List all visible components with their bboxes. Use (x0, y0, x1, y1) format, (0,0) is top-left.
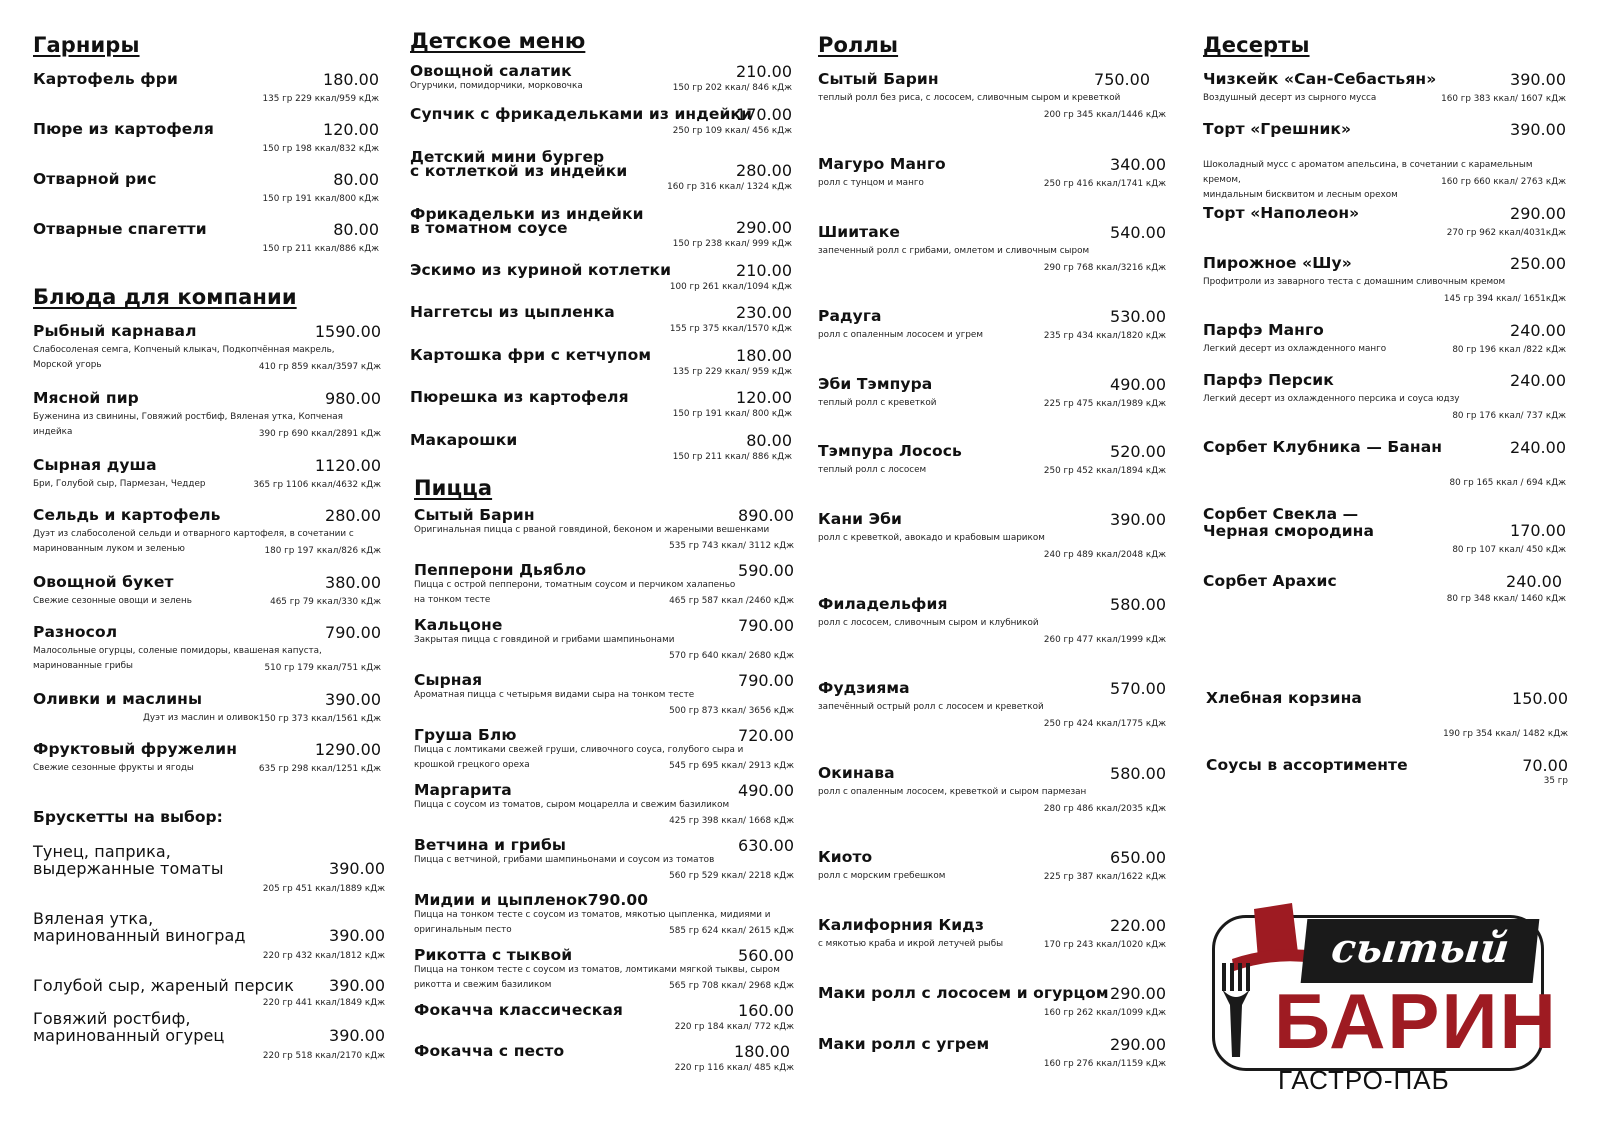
item-meta: 170 гр 243 ккал/1020 кДж (1043, 940, 1166, 950)
item-meta: 150 гр 202 ккал/ 846 кДж (672, 83, 792, 93)
item-price: 580.00 (1110, 595, 1166, 614)
item-name: Пепперони Дьябло (414, 561, 587, 579)
item-meta: 80 гр 196 ккал /822 кДж (1452, 345, 1566, 355)
item-meta: 160 гр 383 ккал/ 1607 кДж (1441, 94, 1566, 104)
item-price: 390.00 (329, 859, 385, 878)
item-meta: 150 гр 238 ккал/ 999 кДж (672, 239, 792, 249)
item-name: Сорбет Арахис (1203, 572, 1337, 590)
item-meta: 635 гр 298 ккал/1251 кДж (258, 764, 381, 774)
item-price: 280.00 (736, 161, 792, 180)
item-price: 390.00 (329, 976, 385, 995)
item-name: Маки ролл с лососем и огурцом (818, 984, 1109, 1002)
item-meta: 200 гр 345 ккал/1446 кДж (1043, 110, 1166, 120)
item-price: 280.00 (325, 506, 381, 525)
item-meta: 160 гр 262 ккал/1099 кДж (1043, 1008, 1166, 1018)
item-name: Маргарита (414, 781, 512, 799)
item-name: Картошка фри с кетчупом (410, 346, 652, 364)
item-meta: 150 гр 211 ккал/ 886 кДж (672, 452, 792, 462)
item-price: 120.00 (323, 120, 379, 139)
item-meta: 145 гр 394 ккал/ 1651кДж (1443, 294, 1566, 304)
item-price: 180.00 (734, 1042, 790, 1061)
item-desc: теплый ролл без риса, с лососем, сливочным сыром и креветкой (818, 93, 1121, 103)
item-price: 590.00 (738, 561, 794, 580)
item-price: 790.00 (325, 623, 381, 642)
item-name: Сорбет Свекла — Черная смородина (1203, 505, 1375, 540)
item-price: 150.00 (1512, 689, 1568, 708)
item-name: Оливки и маслины (33, 690, 203, 708)
item-name: Филадельфия (818, 595, 948, 613)
item-desc: ролл с тунцом и манго (818, 178, 924, 188)
item-meta: 80 гр 107 ккал/ 450 кДж (1452, 545, 1566, 555)
item-name: Сельдь и картофель (33, 506, 221, 524)
item-meta: 510 гр 179 ккал/751 кДж (264, 663, 381, 673)
item-desc: запеченный ролл с грибами, омлетом и сливочным сыром (818, 246, 1090, 256)
item-name: Сытый Барин (818, 70, 939, 88)
item-price: 390.00 (325, 690, 381, 709)
item-meta: 100 гр 261 ккал/1094 кДж (669, 282, 792, 292)
item-price: 380.00 (325, 573, 381, 592)
item-price: 390.00 (1110, 510, 1166, 529)
item-desc: Шоколадный мусс с ароматом апельсина, в сочетании с карамельным кремом, миндальным бисквитом и лесным орехом (1203, 160, 1533, 200)
item-name: Торт «Наполеон» (1203, 204, 1360, 222)
item-meta: 425 гр 398 ккал/ 1668 кДж (669, 816, 794, 826)
section-title-kids: Детское меню (410, 29, 586, 53)
item-name: Тунец, паприка, выдержанные томаты (33, 842, 224, 878)
item-name: Шиитаке (818, 223, 901, 241)
item-meta: 585 гр 624 ккал/ 2615 кДж (669, 926, 794, 936)
item-meta: 225 гр 475 ккал/1989 кДж (1043, 399, 1166, 409)
item-desc: Малосольные огурцы, соленые помидоры, квашеная капуста, маринованные грибы (33, 646, 322, 671)
item-meta: 250 гр 109 ккал/ 456 кДж (672, 126, 792, 136)
item-name: Магуро Манго (818, 155, 946, 173)
item-name: Торт «Грешник» (1203, 120, 1352, 138)
item-meta: 80 гр 165 ккал / 694 кДж (1449, 478, 1566, 488)
item-price: 250.00 (1510, 254, 1566, 273)
item-meta: 280 гр 486 ккал/2035 кДж (1043, 804, 1166, 814)
bruschetta-heading: Брускетты на выбор: (33, 808, 223, 826)
item-price: 750.00 (1094, 70, 1150, 89)
item-name: Мидии и цыпленок790.00 (414, 891, 649, 909)
item-meta: 235 гр 434 ккал/1820 кДж (1043, 331, 1166, 341)
item-meta: 365 гр 1106 ккал/4632 кДж (253, 480, 381, 490)
item-meta: 80 гр 176 ккал/ 737 кДж (1452, 411, 1566, 421)
item-meta: 250 гр 452 ккал/1894 кДж (1043, 466, 1166, 476)
logo-subtitle: ГАСТРО-ПАБ (1278, 1065, 1450, 1095)
item-price: 520.00 (1110, 442, 1166, 461)
item-meta: 390 гр 690 ккал/2891 кДж (258, 429, 381, 439)
item-name: Рикотта с тыквой (414, 946, 573, 964)
item-desc: Оригинальная пицца с рваной говядиной, беконом и жареными вешенками (414, 525, 770, 535)
item-name: Эскимо из куриной котлетки (410, 261, 672, 279)
item-name: Тэмпура Лосось (818, 442, 962, 460)
item-meta: 150 гр 191 ккал/800 кДж (262, 194, 379, 204)
item-desc: Профитроли из заварного теста с домашним сливочным кремом (1203, 277, 1506, 287)
item-name: Кани Эби (818, 510, 902, 528)
item-desc: запечённый острый ролл с лососем и креветкой (818, 702, 1044, 712)
section-title-company: Блюда для компании (33, 285, 297, 309)
item-meta: 250 гр 424 ккал/1775 кДж (1043, 719, 1166, 729)
item-name: Говяжий ростбиф, маринованный огурец (33, 1009, 225, 1045)
item-name: Мясной пир (33, 389, 139, 407)
item-meta: 565 гр 708 ккал/ 2968 кДж (669, 981, 794, 991)
item-price: 720.00 (738, 726, 794, 745)
section-title-desserts: Десерты (1203, 33, 1310, 57)
item-name: Хлебная корзина (1206, 689, 1362, 707)
item-price: 120.00 (736, 388, 792, 407)
item-name: Фруктовый фружелин (33, 740, 238, 758)
item-price: 70.00 (1522, 756, 1568, 775)
item-name: Калифорния Кидз (818, 916, 984, 934)
item-desc: Пицца с острой пепперони, томатным соусом и перчиком халапеньо на тонком тесте (414, 580, 736, 605)
item-meta: 190 гр 354 ккал/ 1482 кДж (1443, 729, 1568, 739)
item-name: Сырная душа (33, 456, 157, 474)
item-price: 230.00 (736, 303, 792, 322)
item-desc: Ароматная пицца с четырьмя видами сыра на тонком тесте (414, 690, 695, 700)
item-price: 210.00 (736, 261, 792, 280)
item-price: 530.00 (1110, 307, 1166, 326)
item-name: Окинава (818, 764, 895, 782)
item-price: 240.00 (1506, 572, 1562, 591)
item-meta: 410 гр 859 ккал/3597 кДж (258, 362, 381, 372)
item-name: Голубой сыр, жареный персик (33, 976, 294, 995)
item-desc: Буженина из свинины, Говяжий ростбиф, Вяленая утка, Копченая индейка (33, 412, 343, 437)
item-meta: 270 гр 962 ккал/4031кДж (1446, 228, 1566, 238)
item-name: Соусы в ассортименте (1206, 756, 1408, 774)
item-desc: Легкий десерт из охлажденного персика и соуса юдзу (1203, 394, 1460, 404)
item-name: Отварные спагетти (33, 220, 207, 238)
item-meta: 160 гр 276 ккал/1159 кДж (1043, 1059, 1166, 1069)
item-name: Рыбный карнавал (33, 322, 197, 340)
item-meta: 545 гр 695 ккал/ 2913 кДж (669, 761, 794, 771)
logo-main-word: БАРИН (1274, 977, 1558, 1065)
item-price: 80.00 (746, 431, 792, 450)
logo-script-word: сытый (1301, 919, 1540, 983)
item-desc: ролл с морским гребешком (818, 871, 946, 881)
item-price: 890.00 (738, 506, 794, 525)
item-price: 170.00 (736, 105, 792, 124)
item-desc: с мякотью краба и икрой летучей рыбы (818, 939, 1004, 949)
item-meta: 160 гр 316 ккал/ 1324 кДж (667, 182, 792, 192)
item-meta: 150 гр 198 ккал/832 кДж (262, 144, 379, 154)
item-price: 80.00 (333, 220, 379, 239)
item-name: Сытый Барин (414, 506, 535, 524)
item-meta: 290 гр 768 ккал/3216 кДж (1043, 263, 1166, 273)
item-name: Маки ролл с угрем (818, 1035, 990, 1053)
item-meta: 135 гр 229 ккал/959 кДж (262, 94, 379, 104)
item-price: 390.00 (1510, 120, 1566, 139)
item-price: 490.00 (738, 781, 794, 800)
item-price: 220.00 (1110, 916, 1166, 935)
section-title-rolls: Роллы (818, 33, 899, 57)
item-desc: теплый ролл с креветкой (818, 398, 937, 408)
item-desc: Бри, Голубой сыр, Пармезан, Чеддер (33, 479, 206, 489)
item-desc: ролл с креветкой, авокадо и крабовым шариком (818, 533, 1045, 543)
item-meta: 180 гр 197 ккал/826 кДж (264, 546, 381, 556)
item-price: 240.00 (1510, 438, 1566, 457)
item-meta: 205 гр 451 ккал/1889 кДж (262, 884, 385, 894)
item-desc: Пицца на тонком тесте с соусом из томатов, ломтиками мягкой тыквы, сыром рикотта и свежим базиликом (414, 965, 780, 990)
item-desc: ролл с опаленным лососем, креветкой и сыром пармезан (818, 787, 1087, 797)
brand-logo (1212, 915, 1558, 1105)
item-name: Овощной салатик (410, 62, 572, 80)
item-name: Детский мини бургер с котлеткой из индейки (410, 148, 628, 180)
item-price: 1290.00 (314, 740, 381, 759)
item-desc: Пицца с ломтиками свежей груши, сливочного соуса, голубого сыра и крошкой грецкого ореха (414, 745, 744, 770)
item-meta: 80 гр 348 ккал/ 1460 кДж (1446, 594, 1566, 604)
item-meta: 465 гр 587 ккал /2460 кДж (669, 596, 794, 606)
item-desc: Дуэт из маслин и оливок (143, 713, 259, 723)
item-name: Разносол (33, 623, 118, 641)
item-name: Ветчина и грибы (414, 836, 567, 854)
item-name: Сырная (414, 671, 483, 689)
section-title-garnish: Гарниры (33, 33, 140, 57)
item-name: Фрикадельки из индейки в томатном соусе (410, 205, 644, 237)
item-meta: 240 гр 489 ккал/2048 кДж (1043, 550, 1166, 560)
item-meta: 500 гр 873 ккал/ 3656 кДж (669, 706, 794, 716)
item-price: 650.00 (1110, 848, 1166, 867)
item-price: 790.00 (738, 616, 794, 635)
item-meta: 560 гр 529 ккал/ 2218 кДж (669, 871, 794, 881)
item-name: Парфэ Манго (1203, 321, 1324, 339)
item-price: 80.00 (333, 170, 379, 189)
item-price: 790.00 (738, 671, 794, 690)
item-price: 180.00 (323, 70, 379, 89)
item-name: Фокачча классическая (414, 1001, 623, 1019)
item-price: 240.00 (1510, 371, 1566, 390)
item-meta: 220 гр 518 ккал/2170 кДж (262, 1051, 385, 1061)
item-name: Наггетсы из цыпленка (410, 303, 615, 321)
item-name: Эби Тэмпура (818, 375, 933, 393)
item-name: Пюрешка из картофеля (410, 388, 629, 406)
item-price: 340.00 (1110, 155, 1166, 174)
item-desc: ролл с опаленным лососем и угрем (818, 330, 983, 340)
item-price: 180.00 (736, 346, 792, 365)
fork-icon (1216, 961, 1256, 1061)
item-meta: 220 гр 432 ккал/1812 кДж (262, 951, 385, 961)
item-name: Пирожное «Шу» (1203, 254, 1352, 272)
item-price: 570.00 (1110, 679, 1166, 698)
item-meta: 225 гр 387 ккал/1622 кДж (1043, 872, 1166, 882)
item-price: 540.00 (1110, 223, 1166, 242)
item-name: Отварной рис (33, 170, 157, 188)
item-desc: Воздушный десерт из сырного мусса (1203, 93, 1377, 103)
item-meta: 535 гр 743 ккал/ 3112 кДж (669, 541, 794, 551)
item-desc: Свежие сезонные фрукты и ягоды (33, 763, 194, 773)
item-price: 980.00 (325, 389, 381, 408)
item-desc: Пицца на тонком тесте с соусом из томатов, мякотью цыпленка, мидиями и оригинальным песто (414, 910, 771, 935)
item-meta: 35 гр (1543, 776, 1568, 786)
item-desc: Закрытая пицца с говядиной и грибами шампиньонами (414, 635, 675, 645)
item-price: 290.00 (1110, 984, 1166, 1003)
item-name: Фудзияма (818, 679, 910, 697)
item-desc: Легкий десерт из охлажденного манго (1203, 344, 1387, 354)
item-meta: 150 гр 373 ккал/1561 кДж (258, 714, 381, 724)
item-meta: 250 гр 416 ккал/1741 кДж (1043, 179, 1166, 189)
item-price: 390.00 (1510, 70, 1566, 89)
item-price: 1120.00 (314, 456, 381, 475)
item-meta: 150 гр 211 ккал/886 кДж (262, 244, 379, 254)
item-desc: теплый ролл с лососем (818, 465, 927, 475)
item-name: Сорбет Клубника — Банан (1203, 438, 1443, 456)
item-name: Вяленая утка, маринованный виноград (33, 909, 246, 945)
item-meta: 465 гр 79 ккал/330 кДж (270, 597, 381, 607)
item-meta: 220 гр 184 ккал/ 772 кДж (674, 1022, 794, 1032)
item-price: 160.00 (738, 1001, 794, 1020)
item-name: Парфэ Персик (1203, 371, 1334, 389)
item-meta: 220 гр 116 ккал/ 485 кДж (674, 1063, 794, 1073)
item-price: 290.00 (1110, 1035, 1166, 1054)
item-meta: 155 гр 375 ккал/1570 кДж (669, 324, 792, 334)
item-desc: Дуэт из слабосоленой сельди и отварного картофеля, в сочетании с маринованным луком и зеленью (33, 529, 354, 554)
item-name: Кальцоне (414, 616, 503, 634)
item-price: 390.00 (329, 1026, 385, 1045)
item-desc: Пицца с соусом из томатов, сыром моцарелла и свежим базиликом (414, 800, 730, 810)
item-name: Киото (818, 848, 873, 866)
item-price: 560.00 (738, 946, 794, 965)
item-name: Чизкейк «Сан-Себастьян» (1203, 70, 1437, 88)
item-meta: 160 гр 660 ккал/ 2763 кДж (1441, 177, 1566, 187)
item-name: Картофель фри (33, 70, 178, 88)
item-meta: 260 гр 477 ккал/1999 кДж (1043, 635, 1166, 645)
item-name: Фокачча с песто (414, 1042, 565, 1060)
item-desc: Огурчики, помидорчики, морковочка (410, 81, 583, 91)
item-price: 290.00 (736, 218, 792, 237)
item-meta: 570 гр 640 ккал/ 2680 кДж (669, 651, 794, 661)
item-name: Макарошки (410, 431, 518, 449)
item-price: 390.00 (329, 926, 385, 945)
item-meta: 150 гр 191 ккал/ 800 кДж (672, 409, 792, 419)
item-price: 290.00 (1510, 204, 1566, 223)
item-price: 580.00 (1110, 764, 1166, 783)
item-desc: Свежие сезонные овощи и зелень (33, 596, 192, 606)
item-name: Груша Блю (414, 726, 517, 744)
item-desc: ролл с лососем, сливочным сыром и клубникой (818, 618, 1039, 628)
item-meta: 220 гр 441 ккал/1849 кДж (262, 998, 385, 1008)
item-price: 240.00 (1510, 321, 1566, 340)
item-name: Супчик с фрикадельками из индейки (410, 105, 752, 123)
item-price: 490.00 (1110, 375, 1166, 394)
item-price: 630.00 (738, 836, 794, 855)
item-price: 210.00 (736, 62, 792, 81)
item-meta: 135 гр 229 ккал/ 959 кДж (672, 367, 792, 377)
item-desc: Слабосоленая семга, Копченый клыкач, Подкопчённая макрель, Морской угорь (33, 345, 335, 370)
item-price: 170.00 (1510, 521, 1566, 540)
section-title-pizza: Пицца (414, 476, 493, 500)
item-price: 1590.00 (314, 322, 381, 341)
item-name: Радуга (818, 307, 882, 325)
item-name: Пюре из картофеля (33, 120, 214, 138)
item-name: Овощной букет (33, 573, 174, 591)
item-desc: Пицца с ветчиной, грибами шампиньонами и соусом из томатов (414, 855, 715, 865)
